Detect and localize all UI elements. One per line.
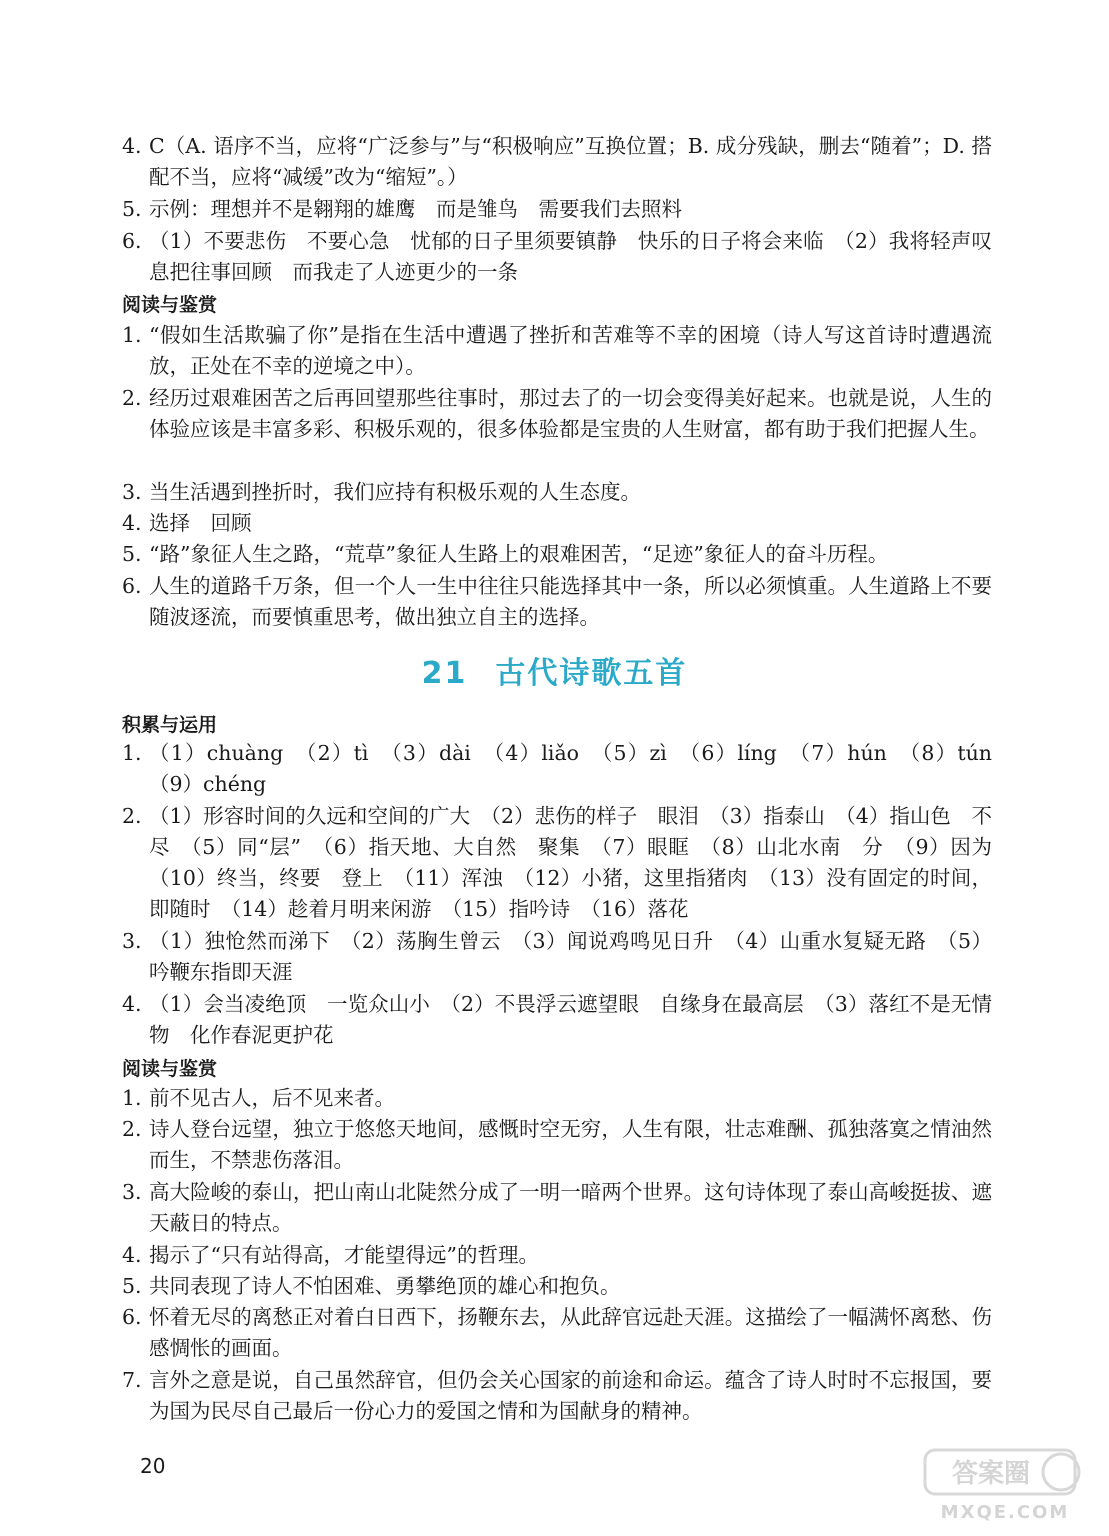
item-number: 4.	[122, 511, 142, 535]
item-text: 高大险峻的泰山，把山南山北陡然分成了一明一暗两个世界。这句诗体现了泰山高峻挺拔、遮天蔽日的特点。	[149, 1180, 992, 1235]
answer-item	[122, 1240, 992, 1271]
answer-item	[122, 926, 992, 988]
item-text: C（A. 语序不当，应将“广泛参与”与“积极响应”互换位置；B. 成分残缺，删去“随着”；D. 搭配不当，应将“减缓”改为“缩短”。）	[149, 134, 992, 189]
answer-item	[122, 989, 992, 1051]
item-number: 3.	[122, 1180, 142, 1204]
item-number: 5.	[122, 197, 142, 221]
answer-item	[122, 226, 992, 288]
answer-item	[122, 1365, 992, 1427]
answer-item	[122, 1177, 992, 1239]
item-number: 1.	[122, 1086, 142, 1110]
item-number: 3.	[122, 480, 142, 504]
watermark-logo	[921, 1446, 1091, 1524]
item-number: 2.	[122, 804, 142, 828]
item-number: 2.	[122, 386, 142, 410]
page-number: 20	[140, 1454, 166, 1478]
item-text: 前不见古人，后不见来者。	[149, 1086, 395, 1110]
item-number: 6.	[122, 574, 142, 598]
item-text: “假如生活欺骗了你”是指在生活中遭遇了挫折和苦难等不幸的困境（诗人写这首诗时遭遇流放，正处在不幸的逆境之中）。	[149, 323, 992, 378]
item-text: 示例：理想并不是翱翔的雄鹰 而是雏鸟 需要我们去照料	[149, 197, 682, 221]
item-number: 2.	[122, 1117, 142, 1141]
item-text: 言外之意是说，自己虽然辞官，但仍会关心国家的前途和命运。蕴含了诗人时时不忘报国，要为国为民尽自己最后一份心力的爱国之情和为国献身的精神。	[149, 1368, 992, 1423]
lesson-title	[0, 648, 1109, 692]
section-heading: 阅读与鉴赏	[122, 294, 218, 316]
answer-item	[122, 477, 992, 508]
answer-item	[122, 508, 992, 539]
answer-item	[122, 1114, 992, 1176]
lesson-number: 21	[421, 656, 468, 691]
answer-item	[122, 194, 992, 225]
answer-item	[122, 571, 992, 633]
item-text: （1）会当凌绝顶 一览众山小 （2）不畏浮云遮望眼 自缘身在最高层 （3）落红不是无情物 化作春泥更护花	[149, 992, 992, 1047]
section-heading: 阅读与鉴赏	[122, 1058, 218, 1080]
item-text: 共同表现了诗人不怕困难、勇攀绝顶的雄心和抱负。	[149, 1274, 621, 1298]
item-number: 5.	[122, 1274, 142, 1298]
item-text: 揭示了“只有站得高，才能望得远”的哲理。	[149, 1243, 539, 1267]
section-heading: 积累与运用	[122, 714, 218, 736]
item-text: 怀着无尽的离愁正对着白日西下，扬鞭东去，从此辞官远赴天涯。这描绘了一幅满怀离愁、伤感惆怅的画面。	[149, 1305, 992, 1360]
item-text: （1）chuàng （2）tì （3）dài （4）liǎo （5）zì （6）líng （7）hún （8）tún （9）chéng	[149, 741, 1013, 796]
item-text: （1）独怆然而涕下 （2）荡胸生曾云 （3）闻说鸡鸣见日升 （4）山重水复疑无路 （5）吟鞭东指即天涯	[149, 929, 992, 984]
answer-item	[122, 801, 1013, 925]
item-number: 4.	[122, 134, 142, 158]
item-text: （1）形容时间的久远和空间的广大 （2）悲伤的样子 眼泪 （3）指泰山 （4）指山色 不尽 （5）同“层” （6）指天地、大自然 聚集 （7）眼眶 （8）山北水南 分 （9）因为 （10）终当，终要 登上 （11）浑浊 （12）小猪，这里指猪肉 （13）没有固定的时间，即随时 （14）趁着月明来闲游 （15）指吟诗 （16）落花	[149, 804, 1013, 921]
item-number: 6.	[122, 1305, 142, 1329]
answer-item	[122, 738, 1013, 800]
answer-item	[122, 539, 992, 570]
item-number: 1.	[122, 323, 142, 347]
item-number: 5.	[122, 542, 142, 566]
item-number: 7.	[122, 1368, 142, 1392]
item-number: 4.	[122, 1243, 142, 1267]
item-number: 6.	[122, 229, 142, 253]
item-text: “路”象征人生之路，“荒草”象征人生路上的艰难困苦，“足迹”象征人的奋斗历程。	[149, 542, 889, 566]
item-text: 人生的道路千万条，但一个人一生中往往只能选择其中一条，所以必须慎重。人生道路上不要随波逐流，而要慎重思考，做出独立自主的选择。	[149, 574, 992, 629]
answer-item	[122, 1271, 992, 1302]
watermark-url: MXQE.COM	[940, 1502, 1070, 1523]
item-text: 经历过艰难困苦之后再回望那些往事时，那过去了的一切会变得美好起来。也就是说，人生的体验应该是丰富多彩、积极乐观的，很多体验都是宝贵的人生财富，都有助于我们把握人生。	[149, 386, 992, 441]
item-text: 诗人登台远望，独立于悠悠天地间，感慨时空无穷，人生有限，壮志难酬、孤独落寞之情油然而生，不禁悲伤落泪。	[149, 1117, 992, 1172]
watermark-text: 答案圈	[951, 1459, 1031, 1489]
item-number: 4.	[122, 992, 142, 1016]
answer-item	[122, 1083, 992, 1114]
item-text: 当生活遇到挫折时，我们应持有积极乐观的人生态度。	[149, 480, 641, 504]
item-number: 1.	[122, 741, 142, 765]
answer-item	[122, 131, 992, 193]
answer-item	[122, 1302, 992, 1364]
answer-item	[122, 383, 992, 445]
answer-item	[122, 320, 992, 382]
item-number: 3.	[122, 929, 142, 953]
item-text: （1）不要悲伤 不要心急 忧郁的日子里须要镇静 快乐的日子将会来临 （2）我将轻声叹息把往事回顾 而我走了人迹更少的一条	[149, 229, 992, 284]
item-text: 选择 回顾	[149, 511, 252, 535]
lesson-title-text: 古代诗歌五首	[495, 656, 688, 691]
